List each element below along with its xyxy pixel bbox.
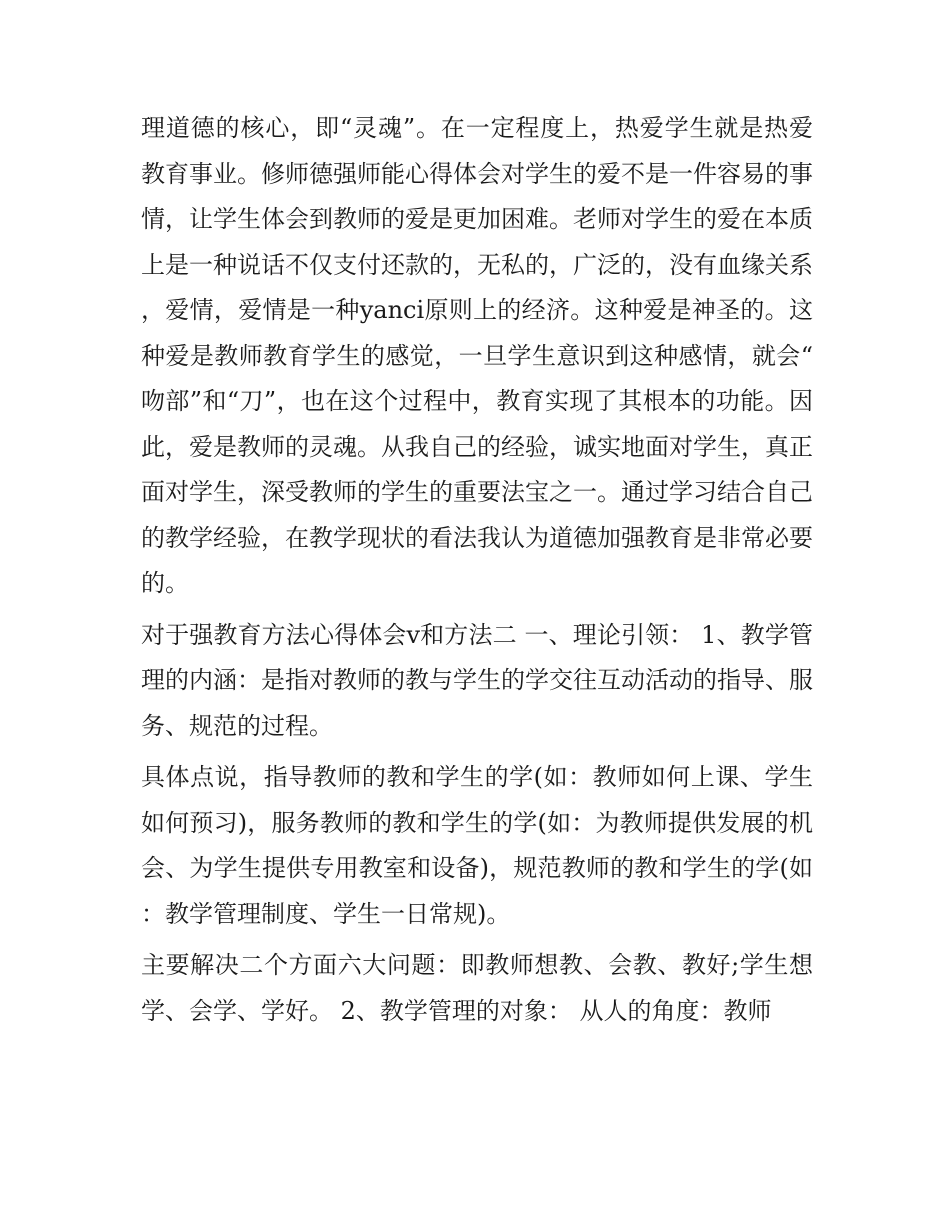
paragraph: 具体点说，指导教师的教和学生的学(如：教师如何上课、学生如何预习)，服务教师的教和学生的学(如：为教师提供发展的机会、为学生提供专用教室和设备)，规范教师的教和学生的学(如：教学管理制度、学生一日常规)。 bbox=[141, 763, 813, 928]
paragraph: 理道德的核心，即“灵魂”。在一定程度上，热爱学生就是热爱教育事业。修师德强师能心得体会对学生的爱不是一件容易的事情，让学生体会到教师的爱是更加困难。老师对学生的爱在本质上是一种说话不仅支付还款的，无私的，广泛的，没有血缘关系，爱情，爱情是一种yanci原则上的经济。这种爱是神圣的。这种爱是教师教育学生的感觉，一旦学生意识到这种感情，就会“吻部”和“刀”，也在这个过程中，教育实现了其根本的功能。因此，爱是教师的灵魂。从我自己的经验，诚实地面对学生，真正面对学生，深受教师的学生的重要法宝之一。通过学习结合自己的教学经验，在教学现状的看法我认为道德加强教育是非常必要的。 bbox=[141, 114, 813, 597]
paragraph: 主要解决二个方面六大问题：即教师想教、会教、教好;学生想学、会学、学好。 2、教学管理的对象： 从人的角度：教师 bbox=[141, 951, 813, 1025]
paragraph: 对于强教育方法心得体会v和方法二 一、理论引领： 1、教学管理的内涵：是指对教师的教与学生的学交往互动活动的指导、服务、规范的过程。 bbox=[141, 620, 813, 740]
document-body bbox=[141, 106, 813, 1040]
